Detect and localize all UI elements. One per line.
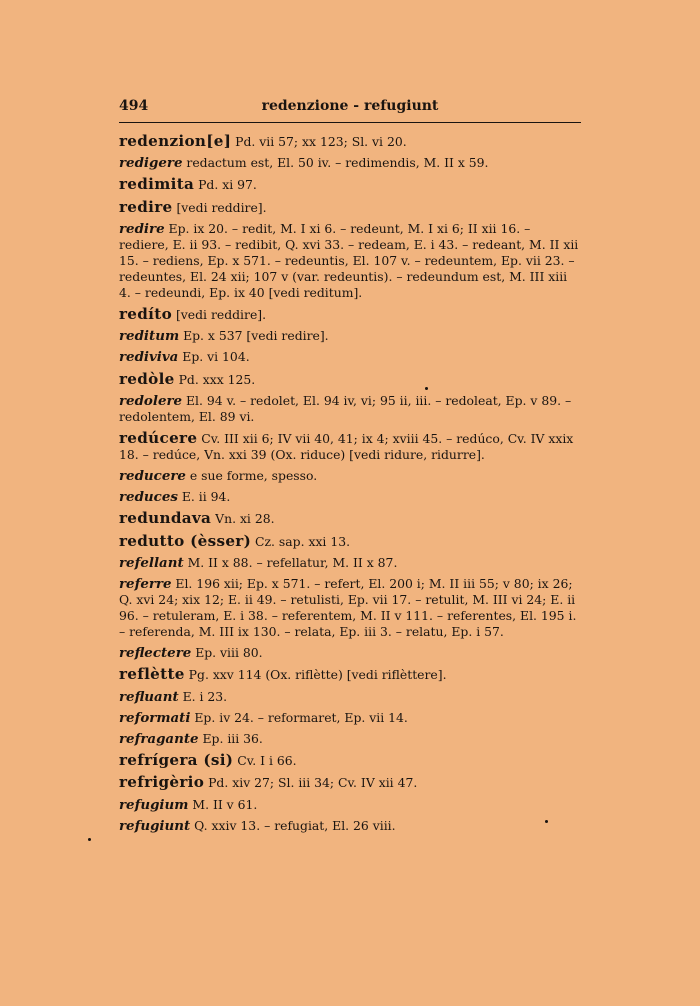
dictionary-entry	[119, 199, 581, 216]
entry-citations: E. ii 94.	[177, 489, 231, 505]
entry-citations: Cv. I i 66.	[233, 753, 297, 769]
page-number: 494	[119, 98, 149, 114]
entry-citations: Pg. xxv 114 (Ox. riflètte) [vedi riflèttere].	[184, 667, 447, 683]
speck	[545, 820, 548, 823]
entry-citations: e sue forme, spesso.	[185, 468, 318, 484]
entry-headword: redire	[119, 220, 165, 237]
dictionary-entry	[119, 155, 581, 171]
dictionary-entry	[119, 818, 581, 834]
entry-citations: Ep. ix 20. – redit, M. I xi 6. – redeunt, M. I xi 6; II xii 16. – rediere, E. ii 93. – redibit, Q. xvi 33. – redeam, E. i 43. – redeant, M. II xii 15. – rediens, Ep. x 571. – redeuntis, El. 107 v. – redeuntem, Ep. vii 23. – redeuntes, El. 24 xii; 107 v (var. redeuntis). – redeundum est, M. III xiii 4. – redeundi, Ep. ix 40 [vedi reditum].	[119, 220, 579, 300]
entry-headword: refluant	[119, 688, 179, 705]
entry-headword: redòle	[119, 369, 175, 388]
entry-citations: Ep. iii 36.	[198, 730, 263, 746]
dictionary-entry	[119, 510, 581, 527]
entry-headword: reditum	[119, 328, 180, 345]
entry-citations: El. 94 v. – redolet, El. 94 iv, vi; 95 ii, iii. – redoleat, Ep. v 89. – redolentem, El. 89 vi.	[119, 392, 572, 424]
entry-headword: redíto	[119, 304, 172, 323]
entry-citations: [vedi reddire].	[172, 199, 267, 215]
entry-citations: Cv. III xii 6; IV vii 40, 41; ix 4; xviii 45. – redúco, Cv. IV xxix 18. – redúce, Vn. xxi 39 (Ox. riduce) [vedi ridure, ridurre].	[119, 430, 574, 462]
entry-citations: Cz. sap. xxi 13.	[251, 533, 351, 549]
entry-citations: Pd. xxx 125.	[174, 371, 256, 387]
dictionary-entry	[119, 393, 581, 425]
dictionary-entry	[119, 797, 581, 813]
dictionary-entry	[119, 666, 581, 683]
entry-citations: Vn. xi 28.	[211, 511, 275, 527]
entry-headword: rediviva	[119, 349, 179, 366]
entry-headword: refragante	[119, 730, 199, 747]
entry-citations: redactum est, El. 50 iv. – redimendis, M. II x 59.	[182, 155, 489, 171]
running-title: redenzione - refugiunt	[261, 98, 439, 114]
entry-headword: redire	[119, 197, 173, 216]
entry-citations: Pd. xiv 27; Sl. iii 34; Cv. IV xii 47.	[204, 775, 418, 791]
dictionary-entry	[119, 328, 581, 344]
entry-headword: redimita	[119, 175, 195, 194]
entry-headword: referre	[119, 576, 172, 592]
dictionary-entry	[119, 489, 581, 505]
entry-citations: El. 196 xii; Ep. x 571. – refert, El. 200 i; M. II iii 55; v 80; ix 26; Q. xvi 24; xix 12; E. ii 49. – retulisti, Ep. vii 17. – retulit, M. III vi 24; E. ii 96. – retuleram, E. i 38. – referentem, M. II v 111. – referentes, El. 195 i. – referenda, M. III ix 130. – relata, Ep. iii 3. – relatu, Ep. i 57.	[119, 576, 577, 639]
dictionary-entry	[119, 752, 581, 769]
dictionary-entry	[119, 774, 581, 791]
entry-citations: [vedi reddire].	[172, 306, 267, 322]
entry-citations: Q. xxiv 13. – refugiat, El. 26 viii.	[190, 817, 396, 833]
dictionary-entry	[119, 710, 581, 726]
dictionary-entry	[119, 221, 581, 301]
entry-headword: redúcere	[119, 428, 198, 447]
entry-headword: redigere	[119, 155, 183, 172]
entry-headword: redutto (èsser)	[119, 531, 252, 550]
entry-headword: reducere	[119, 468, 186, 485]
entry-citations: Ep. vi 104.	[178, 349, 250, 365]
entry-headword: reflètte	[119, 665, 185, 684]
entry-headword: redolere	[119, 392, 183, 409]
entry-citations: E. i 23.	[178, 688, 228, 704]
entry-citations: M. II v 61.	[188, 796, 258, 812]
dictionary-entry	[119, 533, 581, 550]
entry-citations: Ep. x 537 [vedi redire].	[179, 328, 329, 344]
dictionary-entry	[119, 430, 581, 463]
entry-headword: refellant	[119, 554, 184, 571]
dictionary-entry	[119, 371, 581, 388]
dictionary-entry	[119, 468, 581, 484]
entry-headword: reformati	[119, 709, 191, 726]
dictionary-entry	[119, 133, 581, 150]
entry-citations: Ep. iv 24. – reformaret, Ep. vii 14.	[190, 709, 408, 725]
entry-headword: refrígera (si)	[119, 751, 234, 770]
entry-headword: refrigèrio	[119, 773, 205, 792]
dictionary-entry	[119, 576, 581, 640]
speck	[88, 838, 91, 841]
dictionary-entry	[119, 176, 581, 193]
entry-citations: M. II x 88. – refellatur, M. II x 87.	[183, 554, 398, 570]
entry-headword: reduces	[119, 489, 178, 506]
entry-citations: Pd. xi 97.	[194, 177, 257, 193]
dictionary-entry	[119, 645, 581, 661]
entry-citations: Pd. vii 57; xx 123; Sl. vi 20.	[231, 134, 407, 149]
entry-headword: refugiunt	[119, 817, 191, 834]
header-rule	[119, 122, 581, 123]
dictionary-entry	[119, 349, 581, 365]
entry-headword: reflectere	[119, 645, 192, 662]
dictionary-entry	[119, 689, 581, 705]
dictionary-entry	[119, 731, 581, 747]
speck	[425, 387, 428, 390]
entry-headword: refugium	[119, 796, 189, 813]
dictionary-entry	[119, 306, 581, 323]
entry-citations: Ep. viii 80.	[191, 645, 263, 661]
dictionary-entry	[119, 555, 581, 571]
entry-list	[119, 133, 581, 839]
entry-headword: redundava	[119, 509, 212, 528]
entry-headword: redenzion[e]	[119, 132, 232, 150]
